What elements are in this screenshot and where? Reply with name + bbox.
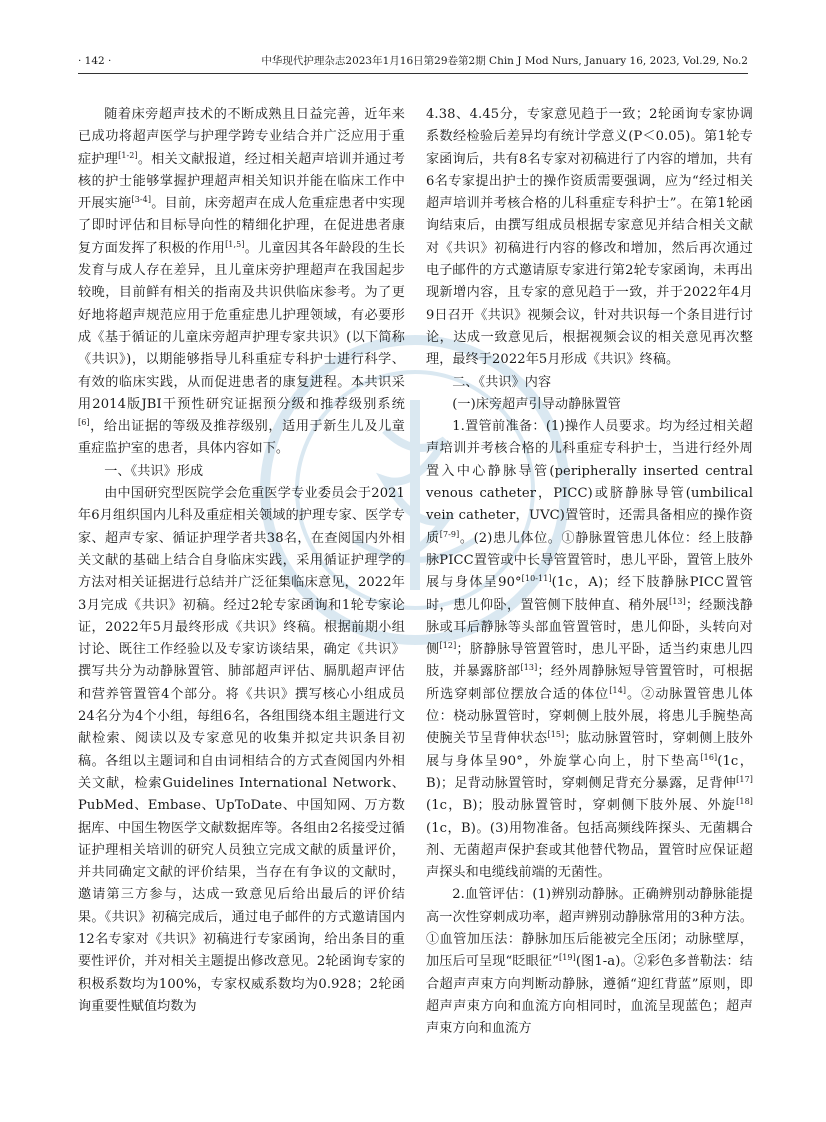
right-column (426, 104, 753, 1040)
left-column (78, 104, 405, 1018)
page-number: · 142 · (78, 55, 112, 67)
header-rule (78, 73, 748, 74)
journal-info: 中华现代护理杂志2023年1月16日第29卷第2期 Chin J Mod Nurs, January 16, 2023, Vol.29, No.2 (261, 55, 748, 67)
section-heading-formation: 一、《共识》形成 (104, 463, 204, 479)
vessel-assessment-paragraph: 2.血管评估：(1)辨别动静脉。正确辨别动静脉能提高一次性穿刺成功率，超声辨别动静脉常用的3种方法。①血管加压法：静脉加压后能被完全压闭；动脉壁厚，加压后可呈现“眨眼征”[19](图1-a)。②彩色多普勒法：结合超声声束方向判断动静脉，遵循“迎红背蓝”原则，即超声声束方向和血流方向相同时，血流呈现蓝色；超声声束方向和血流方 (426, 887, 753, 1037)
running-header (78, 52, 748, 70)
preparation-paragraph: 1.置管前准备：(1)操作人员要求。均为经过相关超声培训并考核合格的儿科重症专科护士，当进行经外周置入中心静脉导管(peripherally inserted central venous catheter，PICC)或脐静脉导管(umbilical vein catheter，UVC)置管时，还需具备相应的操作资质[7-9]。(2)患儿体位。①静脉置管患儿体位：经上肢静脉PICC置管或中长导管置管时，患儿平卧，置管上肢外展与身体呈90°[10-11](1c，A)；经下肢静脉PICC置管时，患儿仰卧，置管侧下肢伸直、稍外展[13]；经颞浅静脉或耳后静脉等头部血管置管时，患儿仰卧，头转向对侧[12]；脐静脉导管置管时，患儿平卧，适当约束患儿四肢，并暴露脐部[13]；经外周静脉短导管置管时，可根据所选穿刺部位摆放合适的体位[14]。②动脉置管患儿体位：桡动脉置管时，穿刺侧上肢外展，将患儿手腕垫高使腕关节呈背伸状态[15]；肱动脉置管时，穿刺侧上肢外展与身体呈90°，外旋掌心向上，肘下垫高[16](1c，B)；足背动脉置管时，穿刺侧足背充分暴露，足背伸[17](1c，B)；股动脉置管时，穿刺侧下肢外展、外旋[18](1c，B)。(3)用物准备。包括高频线阵探头、无菌耦合剂、无菌超声保护套或其他替代物品，置管时应保证超声探头和电缆线前端的无菌性。 (426, 419, 754, 881)
intro-paragraph: 随着床旁超声技术的不断成熟且日益完善，近年来已成功将超声医学与护理学跨专业结合并广泛应用于重症护理[1-2]。相关文献报道，经过相关超声培训并通过考核的护士能够掌握护理超声相关知识并能在临床工作中开展实施[3-4]。目前，床旁超声在成人危重症患者中实现了即时评估和目标导向性的精细化护理，在促进患者康复方面发挥了积极的作用[1,5]。儿童因其各年龄段的生长发育与成人存在差异，且儿童床旁护理超声在我国起步较晚，目前鲜有相关的指南及共识供临床参考。为了更好地将超声规范应用于危重症患儿护理领域，有必要形成《基于循证的儿童床旁超声护理专家共识》(以下简称《共识》)，以期能够指导儿科重症专科护士进行科学、有效的临床实践，从而促进患者的康复进程。本共识采用2014版JBI干预性研究证据预分级和推荐级别系统[6]，给出证据的等级及推荐级别，适用于新生儿及儿童重症监护室的患者，具体内容如下。 (78, 107, 406, 457)
formation-paragraph: 由中国研究型医院学会危重医学专业委员会于2021年6月组织国内儿科及重症相关领域的护理专家、医学专家、超声专家、循证护理学者共38名，在查阅国内外相关文献的基础上结合自身临床实践，采用循证护理学的方法对相关证据进行总结并广泛征集临床意见，2022年3月完成《共识》初稿。经过2轮专家函询和1轮专家论证，2022年5月最终形成《共识》终稿。根据前期小组讨论、既往工作经验以及专家访谈结果，确定《共识》撰写共分为动静脉置管、肺部超声评估、膈肌超声评估和营养管置管4个部分。将《共识》撰写核心小组成员24名分为4个小组，每组6名，各组围绕本组主题进行文献检索、阅读以及专家意见的收集并拟定共识条目初稿。各组以主题词和自由词相结合的方式查阅国内外相关文献，检索Guidelines International Network、PubMed、Embase、UpToDate、中国知网、万方数据库、中国生物医学文献数据库等。各组由2名接受过循证护理相关培训的研究人员独立完成文献的质量评价，并共同确定文献的评价结果，当存在有争议的文献时，邀请第三方参与，达成一致意见后给出最后的评价结果。《共识》初稿完成后，通过电子邮件的方式邀请国内12名专家对《共识》初稿进行专家函询，给出条目的重要性评价，并对相关主题提出修改意见。2轮函询专家的积极系数均为100%，专家权威系数均为0.928；2轮函询重要性赋值均数为 (78, 486, 405, 1014)
section-heading-content: 二、《共识》内容 (452, 374, 552, 390)
formation-paragraph-continued: 4.38、4.45分，专家意见趋于一致；2轮函询专家协调系数经检验后差异均有统计学意义(P＜0.05)。第1轮专家函询后，共有8名专家对初稿进行了内容的增加，共有6名专家提出护士的操作资质需要强调，应为“经过相关超声培训并考核合格的儿科重症专科护士”。在第1轮函询结束后，由撰写组成员根据专家意见并结合相关文献对《共识》初稿进行内容的修改和增加，然后再次通过电子邮件的方式邀请原专家进行第2轮专家函询，未再出现新增内容，且专家的意见趋于一致，并于2022年4月9日召开《共识》视频会议，针对共识每一个条目进行讨论，达成一致意见后，根据视频会议的相关意见再次整理，最终于2022年5月形成《共识》终稿。 (426, 107, 753, 368)
subsection-heading-catheter: (一)床旁超声引导动静脉置管 (452, 396, 621, 412)
